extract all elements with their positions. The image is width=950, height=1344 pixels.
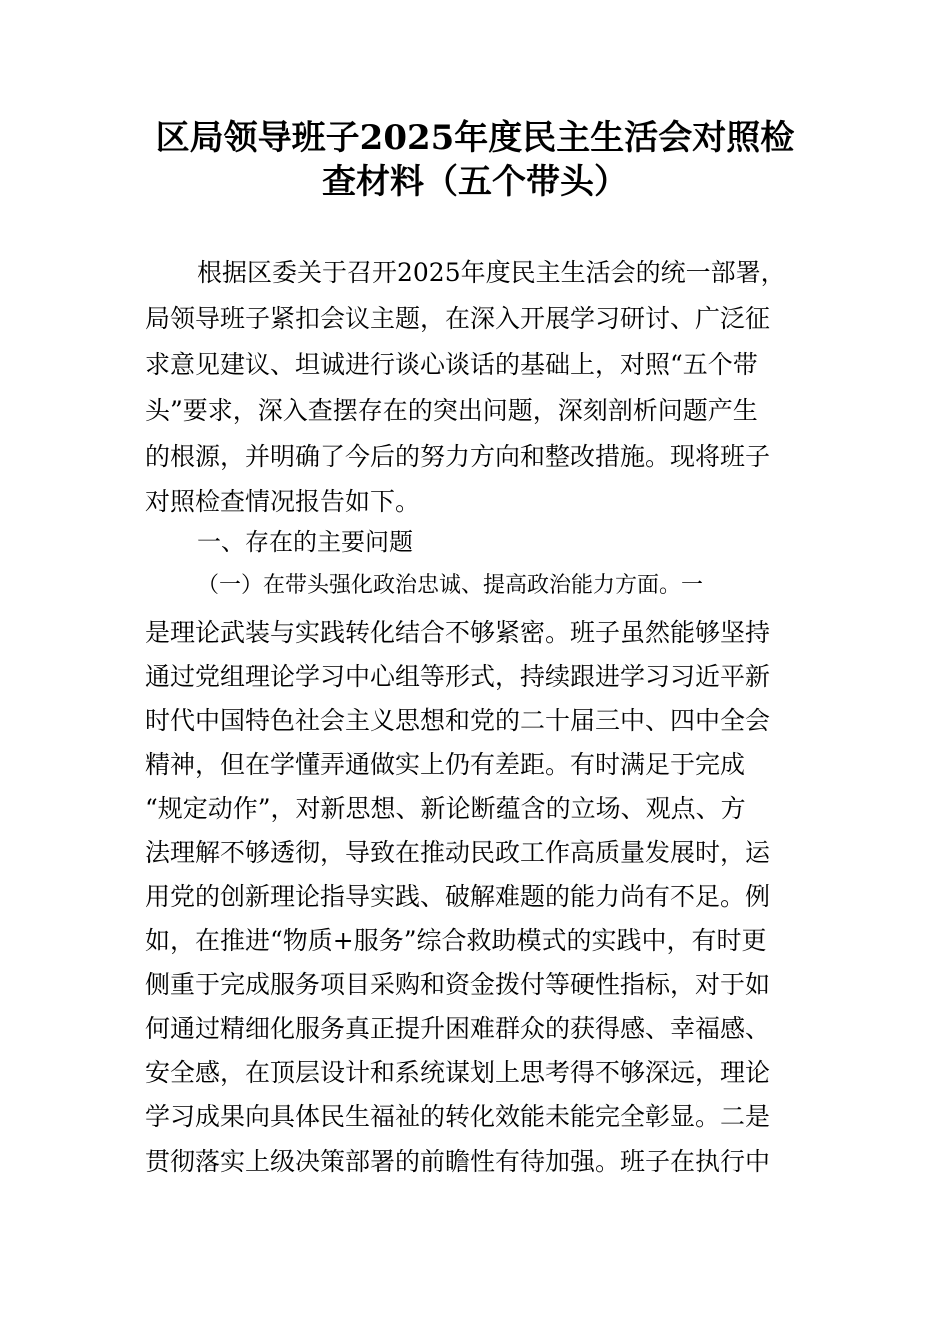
- body-line: 用党的创新理论指导实践、破解难题的能力尚有不足。例: [145, 882, 771, 911]
- intro-line-4: 头”要求，深入查摆存在的突出问题，深刻剖析问题产生: [145, 396, 758, 425]
- body-line: 安全感，在顶层设计和系统谋划上思考得不够深远，理论: [145, 1058, 771, 1087]
- intro-line-2: 局领导班子紧扣会议主题，在深入开展学习研讨、广泛征: [145, 304, 771, 333]
- body-line: 学习成果向具体民生福祉的转化效能未能完全彰显。二是: [145, 1102, 771, 1131]
- subsection-heading: （一）在带头强化政治忠诚、提高政治能力方面。一: [197, 573, 704, 598]
- body-line: “规定动作”，对新思想、新论断蕴含的立场、观点、方: [145, 794, 746, 823]
- section-heading: 一、存在的主要问题: [197, 528, 413, 556]
- intro-line-5: 的根源，并明确了今后的努力方向和整改措施。现将班子: [145, 442, 771, 471]
- intro-line-6: 对照检查情况报告如下。: [145, 487, 421, 516]
- body-line: 贯彻落实上级决策部署的前瞻性有待加强。班子在执行中: [145, 1147, 771, 1176]
- body-line: 是理论武装与实践转化结合不够紧密。班子虽然能够坚持: [145, 618, 771, 647]
- body-line: 何通过精细化服务真正提升困难群众的获得感、幸福感、: [145, 1014, 771, 1043]
- intro-line-3: 求意见建议、坦诚进行谈心谈话的基础上，对照“五个带: [145, 350, 758, 379]
- document-title-line-2: 查材料（五个带头）: [322, 162, 628, 202]
- document-title-line-1: 区局领导班子2025年度民主生活会对照检: [155, 118, 795, 158]
- body-line: 精神，但在学懂弄通做实上仍有差距。有时满足于完成: [145, 750, 746, 779]
- body-line: 通过党组理论学习中心组等形式，持续跟进学习习近平新: [145, 662, 771, 691]
- body-line: 如，在推进“物质+服务”综合救助模式的实践中，有时更: [145, 926, 767, 955]
- body-line: 侧重于完成服务项目采购和资金拨付等硬性指标，对于如: [145, 970, 771, 999]
- body-line: 法理解不够透彻，导致在推动民政工作高质量发展时，运: [145, 838, 771, 867]
- intro-line-1: 根据区委关于召开2025年度民主生活会的统一部署，: [197, 258, 786, 287]
- body-line: 时代中国特色社会主义思想和党的二十届三中、四中全会: [145, 706, 771, 735]
